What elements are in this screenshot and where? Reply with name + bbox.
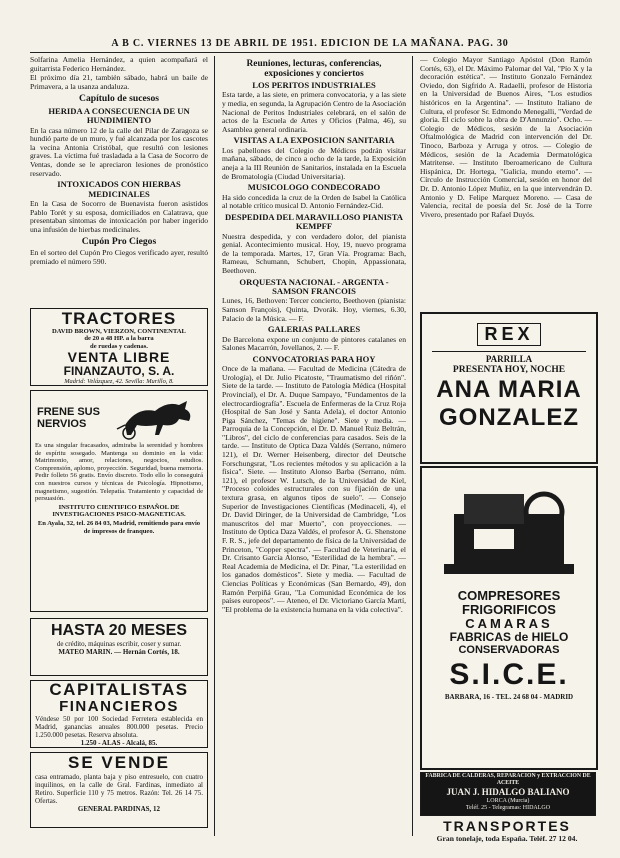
page-header: A B C. VIERNES 13 DE ABRIL DE 1951. EDICION DE LA MAÑANA. PAG. 30 [111, 38, 509, 49]
section-text: Lunes, 16, Bethoven: Tercer concierto, Beethoven (pianista: Samson François), Quinta, Dvorák. Hoy, viernes, 6.30, Palacio de la Música. — F. [222, 296, 406, 323]
rex-parrilla: PARRILLA [485, 354, 533, 364]
section-title: CONVOCATORIAS PARA HOY [252, 353, 376, 364]
rex-logo: REX [477, 323, 540, 346]
hasta-contact: MATEO MARIN. — Hernán Cortés, 18. [58, 648, 180, 656]
section-title: DESPEDIDA DEL MARAVILLOSO PIANISTA KEMPFF [224, 211, 404, 232]
middle-main-heading: Reuniones, lecturas, conferencias, exposiciones y conciertos [246, 59, 382, 79]
hasta-text: de crédito, máquinas escribir, coser y sumar. [56, 640, 182, 648]
ad-rex [420, 312, 598, 464]
right-column [420, 56, 592, 306]
tractores-line3: de ruedas y cadenas. [90, 342, 148, 350]
tractores-title: TRACTORES [61, 309, 177, 328]
capitalistas-contact: 1.250 - ALAS - Alcalá, 85. [80, 739, 158, 747]
ad-sice [420, 466, 598, 770]
nervios-text: Es una singular fracasados, admiraba la serenidad y hombres de espíritu sosegado. Mantenga su dominio en la vida: Matrimonio, amor, relaciones, negocios, estudios. Comprensión, aplomo, proyección. Seguridad, buena memoria. Pedir folleto 56 gratis. Envío discreto. Todo ello lo conseguirá con nuestros cursos y técnicas de Psicología. Hipnotismo, magnetismo, sugestión. Telepatía. Tratamiento y capacidad de persuasión. [35, 442, 203, 503]
capitalistas-text: Véndese 50 por 100 Sociedad Ferretera establecida en Madrid, ganancias anuales 800.000 pesetas. Precio 1.250.000 pesetas. Reserva absoluta. [35, 715, 203, 739]
sucesos-headline: HERIDA A CONSECUENCIA DE UN HUNDIMIENTO [48, 105, 190, 126]
right-column-text: — Colegio Mayor Santiago Apóstol (Don Ramón Cortés, 63), el Dr. Máximo Palomar del Val, "Pío X y la decoración estética". — Instituto Gonzalo Fernández Oviedo, don Sigfrido A. Radaelli, profesor de Historia en la Universidad de Buenos Aires, "Los estudios históricos en la Argentina". — Instituto Italiano de Cultura, el profesor Sr. Edmondo Menegalli, "Verdad de gloria. El ciclo sobre la obra de D'Annunzio". Ocho. — Colegio de Médicos, sesión de la Asociación Oftalmológica de Madrid con intervención del Dr. Tinoco, Barboza y Arruga y otros. — Colegio de Médicos, sesión de la Academia Dermatológica Matritense. — Instituto Iberoamericano de Cultura Hispánica, Dr. Hortega, "Galicia, mundo eterno". — Círculo de Instrucción Comercial, sesión en honor del Dr. D. Antonio López Muñiz, en la que intervendrán D. Antonio y D. Felipe Marquez Moreno. — Casa de Valencia, recital de poesía del Sr. José de la Torre Vivero, presentado por Rafael Duyós. [420, 56, 592, 219]
nervios-address: En Ayala, 32, tel. 26 84 03, Madrid, remitiendo para envío de impresos de franqueo. [37, 519, 201, 535]
sucesos-text: En la casa número 12 de la calle del Pilar de Zaragoza se hundió parte de un muro, y fué alcanzada por los cascotes la vecina Antonia Cristóbal, que resultó con lesiones graves. La víctima fué trasladada a la Casa de Socorro de Ventas, donde se le apreciaron lesiones de pronóstico reservado. [30, 125, 208, 178]
nervios-title: FRENE SUS NERVIOS [37, 406, 100, 430]
cupon-text: En el sorteo del Cupón Pro Ciegos verificado ayer, resultó premiado el número 590. [30, 247, 208, 266]
hasta-title: HASTA 20 MESES [50, 622, 188, 639]
section-title: GALERIAS PALLARES [267, 324, 361, 335]
tractores-venta: VENTA LIBRE [67, 349, 171, 366]
section-text: Los pabellones del Colegio de Médicos podrán visitar mañana, sábado, de cinco a ocho de la tarde, la Exposición aneja a la III Reunión de Sanitarios, instalada en la Escuela de Bromatología (Ciudad Universitaria). [222, 145, 406, 181]
vende-text: casa entramado, planta baja y piso entresuelo, con cuatro inquilinos, en la calle de Gral. Fardinas, inmediato al Retiro. Superficie 110 y 75 metros. Razón: Tel. 26 14 75. Ofertas. [35, 773, 203, 805]
hidalgo-line3: LORCA (Murcia) [486, 798, 530, 804]
intox-text: En la Casa de Socorro de Buenavista fueron asistidos Pablo Torét y su esposa, domiciliados en Calatrava, que presentaban síntomas de intoxicación por haber ingerido una infusión de hierbas medicinales. [30, 199, 208, 234]
section-text: De Barcelona expone un conjunto de pintores catalanes en Salones Macarrón, Jovellanos, 2. — F. [222, 334, 406, 353]
section-text: Nuestra despedida, y con verdadero dolor, del pianista genial. Acontecimiento musical. Hoy, 19, nuevo programa de la temporada. Martes, 17, Gran Vía. Programa: Bach, Rameau, Schumann, Schubert, Chopin, Appassionata, Beethoven. [222, 231, 406, 275]
sucesos-title: Capítulo de sucesos [79, 93, 159, 105]
ad-capitalistas [30, 680, 208, 748]
ad-tractores [30, 308, 208, 386]
column-rule [412, 56, 413, 836]
column-rule [214, 56, 215, 836]
rex-presenta: PRESENTA HOY, NOCHE [452, 365, 566, 375]
sice-address: BARBARA, 16 - TEL. 24 68 04 - MADRID [444, 693, 574, 701]
sice-line5: CONSERVADORAS [458, 644, 560, 656]
nervios-institute: INSTITUTO CIENTIFICO ESPAÑOL DE INVESTIGACIONES PSICO-MAGNETICAS. [52, 503, 186, 519]
rex-name1: ANA MARIA [436, 376, 582, 403]
tractores-line1: DAVID BROWN, VIERZON, CONTINENTAL [52, 328, 186, 335]
tractores-line2: de 20 a 48 HP. a la barra [84, 335, 154, 343]
compressor-icon [434, 474, 584, 584]
section-title: VISITAS A LA EXPOSICION SANITARIA [233, 135, 395, 146]
section-text: Once de la mañana. — Facultad de Medicina (Cátedra de Urología), el Dr. Julio Picatoste, "Traumatismo del riñón". Siete de la tarde. — Instituto de Patología Médica (Hospital Provincial), el Dr. A. Duque Sampayo, "Fundamentos de la electrocardiografía". Escuela de Enfermeras de la Cruz Roja (Hospital de San José y Santa Adela), el doctor Antonio Piga Sánchez, "Temas de higiene". Siete y media. — Parroquia de la Concepción, el Dr. D. Manuel Ruiz Beltrán, "Libros", del ciclo de conferencias para casados. Seis de la tarde. — Instituto de Optica Daza Valdés (Serrano, número 121), el Dr. Werner Heisenberg, director del Deutsche Forschungsrat, "Los recientes métodos y su aplicación a la física". Siete. — Instituto Alonso Barba (Serrano, núm. 121), el profesor W. Lutsch, de la Universidad de Kiel, "Proceso coloides estructurales con su fijación de una textura grasa, en algunos tipos de suelo". — Consejo Superior de Investigaciones Científicas (Medinaceli, 4), el Dr. David Diringer, de la Universidad de Cambridge, "Los manuscritos del mar Muerto", con proyecciones. — Instituto de Optica Daza Valdés, el profesor A. G. Shenstone F. R. S., jefe del departamento de física de la Universidad de Princeton, "Copper spectra". — Facultad de Veterinaria, el Dr. Crisanto García Alonso, "Esterilidad de la hembra". — Real Academia de Medicina, el Dr. Pinar, "La esterilidad en los ganados domésticos". Siete y media. — Facultad de Ciencias Políticas y Económicas (San Bernardo, 49), don Ramón Perpiñá Grau, "La Comunidad Económica de los países europeos". — Ateneo, el Dr. Victoriano García Martí, "El problema de la existencia humana en la vida colectiva". [222, 364, 406, 614]
sice-line1: COMPRESORES [457, 588, 561, 603]
tractores-address: Madrid: Velázquez, 42. Sevilla: Murillo, 8. [64, 378, 174, 386]
ad-vende [30, 752, 208, 828]
rex-name2: GONZALEZ [439, 404, 579, 431]
ad-transportes [420, 818, 594, 843]
ad-hasta [30, 618, 208, 676]
capitalistas-title1: CAPITALISTAS [49, 680, 189, 699]
hidalgo-name: JUAN J. HIDALGO BALIANO [446, 787, 570, 797]
capitalistas-title2: FINANCIEROS [59, 698, 179, 715]
transportes-title: TRANSPORTES [443, 818, 571, 834]
intox-headline: INTOXICADOS CON HIERBAS MEDICINALES [57, 179, 181, 199]
transportes-text: Gran tonelaje, toda España. Teléf. 27 12 04. [436, 834, 578, 843]
left-column [30, 56, 208, 306]
ad-nervios [30, 390, 208, 612]
section-title: ORQUESTA NACIONAL - ARGENTA - SAMSON FRANCOIS [239, 276, 389, 296]
tractores-company: FINANZAUTO, S. A. [63, 364, 175, 379]
section-title: LOS PERITOS INDUSTRIALES [252, 80, 376, 90]
sice-brand: S.I.C.E. [449, 658, 569, 691]
sice-line3: CAMARAS [465, 616, 553, 631]
sice-line2: FRIGORIFICOS [462, 602, 556, 617]
sice-line4: FABRICAS de HIELO [449, 630, 569, 644]
horse-chariot-icon [115, 395, 201, 441]
vende-title: SE VENDE [68, 753, 170, 772]
hidalgo-line4: Teléf. 25 - Telegramas: HIDALGO [465, 805, 551, 811]
ad-hidalgo [420, 772, 596, 816]
section-title: MUSICOLOGO CONDECORADO [247, 182, 381, 193]
vende-contact: GENERAL PARDINAS, 12 [77, 805, 161, 813]
hidalgo-line1: FABRICA DE CALDERAS, REPARACION y EXTRACCION DE ACEITE [425, 773, 591, 786]
intro-paragraph: El próximo día 21, también sábado, habrá un baile de Primavera, a la usanza andaluza. [30, 73, 208, 91]
section-text: Esta tarde, a las siete, en primera convocatoria, y a las siete y media, en segunda, la Agrupación Centro de la Asociación Nacional de Peritos Industriales celebrará, en el salón de actos de la Escuela de Artes y Oficios (Palma, 46), su Asamblea general ordinaria. [222, 90, 406, 134]
section-text: Ha sido concedida la cruz de la Orden de Isabel la Católica al notable crítico musical D. Antonio Fernández-Cid. [222, 192, 406, 211]
intro-paragraph: Solfarina Amelia Hernández, a quien acompañará el guitarrista Federico Hernández. [30, 56, 208, 73]
cupon-title: Cupón Pro Ciegos [81, 236, 157, 248]
header-rule [30, 52, 590, 53]
middle-column [222, 56, 406, 840]
